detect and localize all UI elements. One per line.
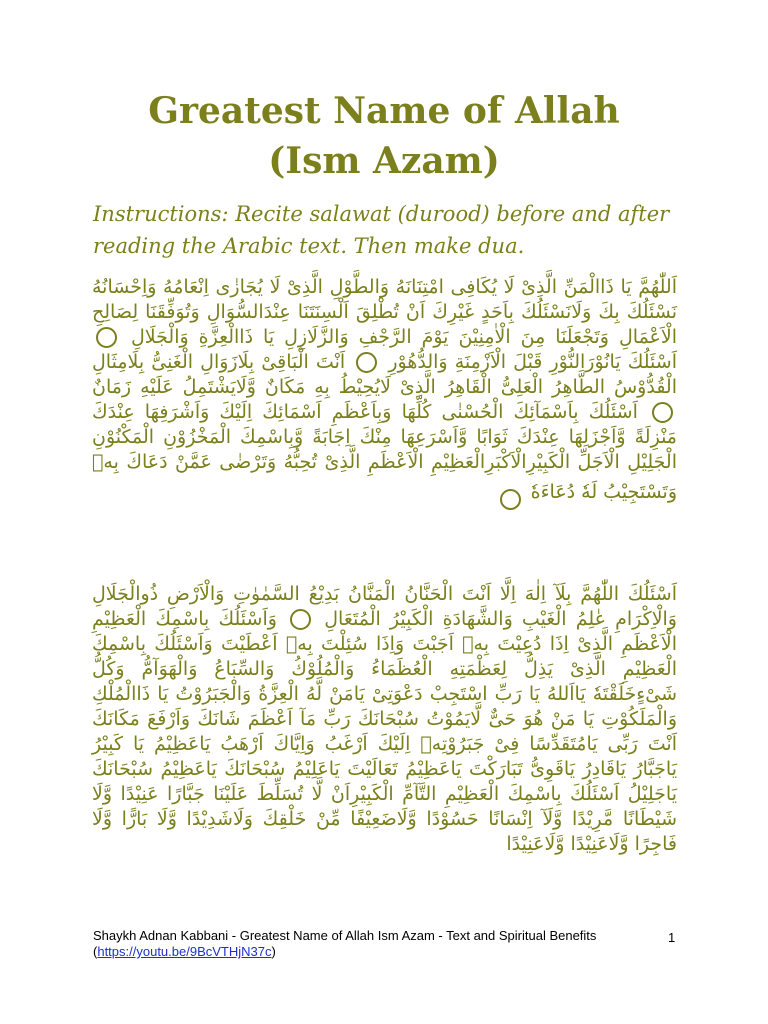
page-number: 1: [668, 930, 676, 945]
arabic-p1-segment-2: اَسْئَلُكَ يَانُوْرَالنُّوْرِ قَبْلَ الْاَزْمِنَةِ وَالدُّهُوْرِ: [388, 351, 677, 373]
footer-text: Shaykh Adnan Kabbani - Greatest Name of Allah Ism Azam - Text and Spiritual Benefits (: [93, 928, 597, 959]
circle-marker-icon: [96, 327, 117, 348]
arabic-p1-segment-1: اَللّٰهُمَّ يَا ذَاالْمَنِّ الَّذِىْ لَا يُكَافِى امْتِنَانَهُ وَالطَّوْلِ الَّذِىْ لَا يُجَازٰى اِنْعَامُهُ وَاِحْسَانُهُ نَسْئَلُكَ بِكَ وَلَانَسْئَلُكَ بِاَحَدٍ غَيْرِكَ اَنْ تُطْلِقَ اَلْسِنَتَنَا عِنْدَالسُّوَالِ وَتُوَفِّقَنَا لِصَالِحِ الْاَعْمَالِ وَتَجْعَلَنَا مِنَ الْاٰمِنِيْنَ يَوْمَ الرَّجْفِ وَالزَّلَازِلِ يَا ذَاالْعِزَّةِ وَالْجَلَالِ: [92, 276, 678, 348]
document-title: [0, 86, 768, 186]
circle-marker-icon: [500, 489, 521, 510]
youtube-link[interactable]: https://youtu.be/9BcVTHjN37c: [97, 944, 272, 959]
instructions-text: Instructions: Recite salawat (durood) before and after reading the Arabic text. Then make dua.: [93, 202, 670, 258]
arabic-paragraph-1: [92, 275, 677, 510]
arabic-p1-segment-4: اَسْئَلُكَ بِاَسْمَآئِكَ الْحُسْنٰى كُلِّهَا وَبِاَعْظَمِ اَسْمَائِكَ اِلَيْكَ وَاَشْرَفِهَا عِنْدَكَ مَنْزِلَةً وَّاَجْزَلِهَا عِنْدَكَ ثَوَابًا وَّاَسْرَعِهَا مِنْكَ اِجَابَةً وَّبِاسْمِكَ الْمَخْزُوْنِ الْمَكْنُوْنِ الْجَلِيْلِ الْاَجَلِّ الْكَبِيْرِالْاَكْبَرِالْعَظِيْمِ الْاَعْظَمِ الَّذِىْ تُحِبُّهُ وَتَرْضٰى عَمَّنْ دَعَاكَ بِهٖ وَتَسْتَجِيْبُ لَهٗ دُعَاءَهٗ: [92, 401, 677, 503]
circle-marker-icon: [652, 402, 673, 423]
circle-marker-icon: [290, 609, 311, 630]
arabic-p2-segment-2: وَاَسْئَلُكَ بِاسْمِكَ الْعَظِيْمِ الْاَعْظَمِ الَّذِىْ اِذَا دُعِيْتَ بِهٖ اَجَبْتَ وَاِذَا سُئِلْتَ بِهٖ اَعْطَيْتَ وَاَسْئَلُكَ بِاسْمِكَ الْعَظِيْمِ الَّذِىْ يَذِلُّ لِعَظْمَتِهِ الْعُظَمَاءُ وَالْمُلُوْكُ وَالسِّبَاعُ وَالْهَوَآمُّ وَكُلُّ شَىْءٍخَلَقْتَهٗ يَااَللهُ يَا رَبِّ اسْتَجِبْ دَعْوَتِىْ يَامَنْ لَّهُ الْعِزَّةُ وَالْجَبَرُوْتُ يَا ذَاالْمُلْكِ وَالْمَلَكُوْتِ يَا مَنْ هُوَ حَىٌّ لَّايَمُوْتُ سُبْحَانَكَ رَبِّ مَآ اَعْظَمَ شَانَكَ وَاَرْفَعَ مَكَانَكَ اَنْتَ رَبِّى يَامُتَقَدِّسًا فِىْ جَبَرُوْتِهٖ اِلَيْكَ اَرْغَبُ وَاِيَّاكَ اَرْهَبُ يَاعَظِيْمُ يَا كَبِيْرُ يَاجَبَّارُ يَاقَادِرُ يَاقَوِىُّ تَبَارَكْتَ يَاعَظِيْمُ تَعَالَيْتَ يَاعَلِيْمُ سُبْحَانَكَ يَاعَظِيْمُ سُبْحَانَكَ يَاجَلِيْلُ اَسْئَلُكَ بِاسْمِكَ الْعَظِيْمِ التَّآمِّ الْكَبِيْرِاَنْ لَّا تُسَلِّطَ عَلَيْنَا جَبَّارًا عَنِيْدًا وَّلَا شَيْطَانًا مَّرِيْدًا وَّلَآ اِنْسَانًا حَسُوْدًا وَّلَاضَعِيْفًا مِّنْ خَلْقِكَ وَلَاشَدِيْدًا وَّلَا بَارًّا وَّلَا فَاجِرًا وَّلَاعَنِيْدًا وَّلَاعَنِيْدًا: [92, 608, 677, 855]
arabic-p1-segment-3: اَنْتَ الْبَاقِىْ بِلَازَوَالِ الْغَنِىُّ بِلَامِثَالِ الْقُدُّوْسُ الطَّاهِرُ الْعَلِىُّ الْقَاهِرُ الَّذِىْ لَايُحِيْطُ بِهِ مَكَانٌ وَّلَايَشْتَمِلُ عَلَيْهِ زَمَانٌ: [92, 351, 677, 398]
arabic-paragraph-2: [92, 582, 677, 857]
title-line-1: Greatest Name of Allah: [148, 90, 620, 132]
title-line-2: (Ism Azam): [268, 140, 500, 182]
footer-close-paren: ): [271, 944, 276, 959]
circle-marker-icon: [356, 352, 377, 373]
footer-citation: [93, 928, 653, 960]
arabic-p2-segment-1: اَسْئَلُكَ اللّٰهُمَّ بِلَآ اِلٰهَ اِلَّا اَنْتَ الْحَنَّانُ الْمَنَّانُ بَدِيْعُ السَّمٰوٰتِ وَالْاَرْضِ ذُوالْجَلَالِ وَالْاِكْرَامِ عٰلِمُ الْغَيْبِ وَالشَّهَادَةِ الْكَبِيْرُ الْمُتَعَالِ: [92, 583, 677, 630]
